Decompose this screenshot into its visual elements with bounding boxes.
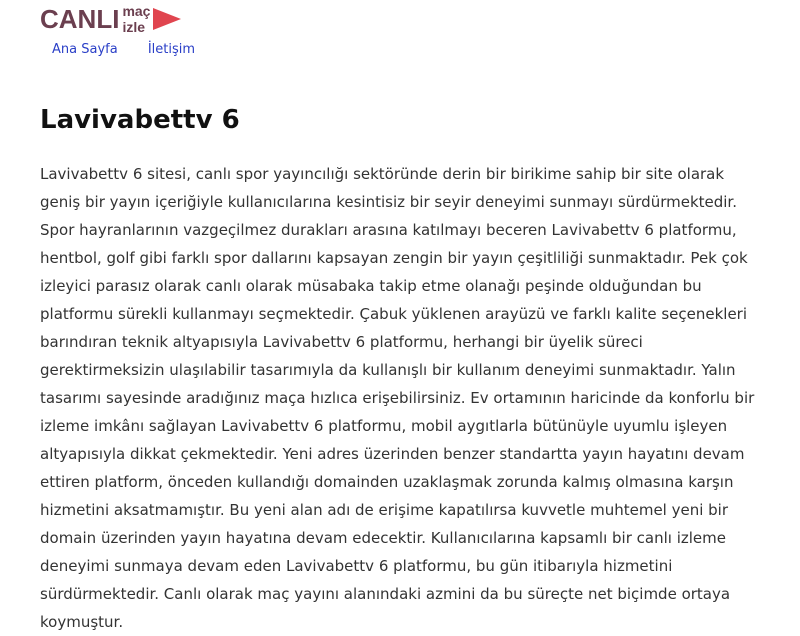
page-title: Lavivabettv 6: [40, 105, 240, 135]
site-logo[interactable]: [40, 0, 181, 38]
nav-home[interactable]: Ana Sayfa: [52, 42, 118, 57]
play-icon: [153, 8, 181, 30]
main-nav: [52, 41, 221, 59]
nav-contact[interactable]: İletişim: [147, 42, 196, 57]
logo-canli: CANLI: [40, 4, 120, 34]
article-body: Lavivabettv 6 sitesi, canlı spor yayıncılığı sektöründe derin bir birikime sahip bir site olarak geniş bir yayın içeriğiyle kullanıcılarına kesintisiz bir seyir deneyimi sunmayı sürdürmektedir. Spor hayranlarının vazgeçilmez durakları arasına katılmayı beceren Lavivabettv 6 platformu, hentbol, golf gibi farklı spor dallarını kapsayan zengin bir yayın çeşitliliği sunmaktadır. Pek çok izleyici parasız olarak canlı olarak müsabaka takip etme olanağı peşinde olduğundan bu platformu sürekli kullanmayı seçmektedir. Çabuk yüklenen arayüzü ve farklı kalite seçenekleri barındıran teknik altyapısıyla Lavivabettv 6 platformu, herhangi bir üyelik süreci gerektirmeksizin ulaşılabilir tasarımıyla da kullanışlı bir kullanım deneyimi sunmaktadır. Yalın tasarımı sayesinde aradığınız maça hızlıca erişebilirsiniz. Ev ortamının haricinde da konforlu bir izleme imkânı sağlayan Lavivabettv 6 platformu, mobil aygıtlarla bütünüyle uyumlu işleyen altyapısıyla dikkat çekmektedir. Yeni adres üzerinden benzer standartta yayın hayatını devam ettiren platform, önceden kullandığı domainden uzaklaşmak zorunda kalmış olmasına karşın hizmetini aksatmamıştır. Bu yeni alan adı de erişime kapatılırsa kuvvetle muhtemel yeni bir domain üzerinden yayın hayatına devam edecektir. Kullanıcılarına kapsamlı bir canlı izleme deneyimi sunmaya devam eden Lavivabettv 6 platformu, bu gün itibarıyla hizmetini sürdürmektedir. Canlı olarak maç yayını alanındaki azmini da bu süreçte net biçimde ortaya koymuştur.: [40, 165, 755, 631]
logo-mac-izle: maç izle: [122, 3, 151, 35]
